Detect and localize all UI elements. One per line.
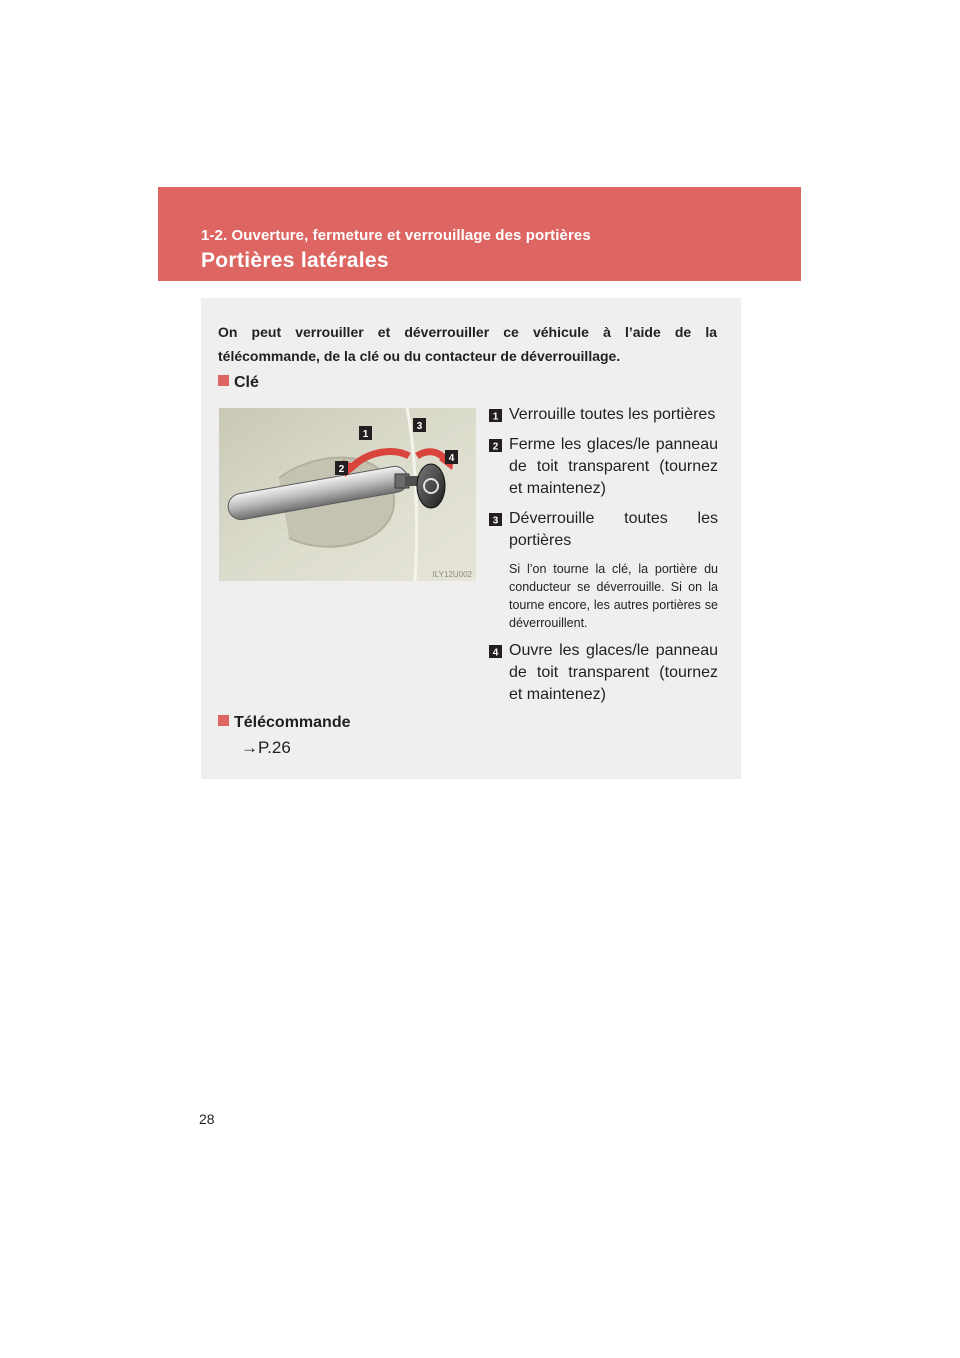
section-title: 1-2. Ouverture, fermeture et verrouillage des portières (201, 227, 591, 244)
step-1 (489, 404, 718, 426)
square-bullet-icon (218, 375, 229, 386)
page-number: 28 (199, 1111, 215, 1127)
callout-2-icon (335, 461, 348, 475)
subheading-cle-label: Clé (234, 374, 259, 391)
callout-2-label: 2 (338, 464, 345, 475)
step-2-number: 2 (492, 441, 499, 452)
step-4-text: Ouvre les glaces/le panneau de toit transparent (tournez et maintenez) (509, 642, 718, 703)
callout-4-label: 4 (448, 453, 455, 464)
number-2-icon (489, 439, 502, 452)
content-panel (201, 298, 741, 779)
callout-1-icon (359, 426, 372, 440)
page-reference-label: P.26 (258, 738, 291, 757)
step-2-text: Ferme les glaces/le panneau de toit transparent (tournez et maintenez) (509, 436, 718, 497)
step-3 (489, 508, 718, 632)
intro-text: On peut verrouiller et déverrouiller ce véhicule à l’aide de la télécommande, de la clé ou du contacteur de déverrouillage. (218, 324, 717, 364)
subheading-cle (218, 374, 259, 392)
number-4-icon (489, 645, 502, 658)
callout-4-icon (445, 450, 458, 464)
door-handle-key-image (219, 408, 476, 581)
callout-1-label: 1 (362, 429, 369, 440)
step-3-text: Déverrouille toutes les portières (509, 510, 718, 549)
arrow-right-icon: → (241, 738, 258, 757)
step-2 (489, 434, 718, 500)
section-header (158, 187, 801, 281)
key-door-illustration (219, 408, 476, 581)
subheading-telecommande-label: Télécommande (234, 714, 351, 731)
square-bullet-icon (218, 715, 229, 726)
step-4-number: 4 (492, 647, 499, 658)
figure-code: ILY12U002 (432, 570, 472, 579)
step-4 (489, 640, 718, 706)
step-3-number: 3 (492, 515, 499, 526)
number-1-icon (489, 409, 502, 422)
subheading-telecommande (218, 714, 350, 732)
number-3-icon (489, 513, 502, 526)
step-3-note: Si l’on tourne la clé, la portière du conducteur se déverrouille. Si on la tourne encore, les autres portières se déverrouillent. (509, 562, 718, 630)
page-title: Portières latérales (201, 249, 389, 272)
step-1-number: 1 (492, 411, 499, 422)
steps-list (489, 404, 718, 714)
page-reference[interactable] (241, 738, 291, 758)
callout-3-icon (413, 418, 426, 432)
step-1-text: Verrouille toutes les portières (509, 406, 716, 423)
callout-3-label: 3 (416, 421, 423, 432)
